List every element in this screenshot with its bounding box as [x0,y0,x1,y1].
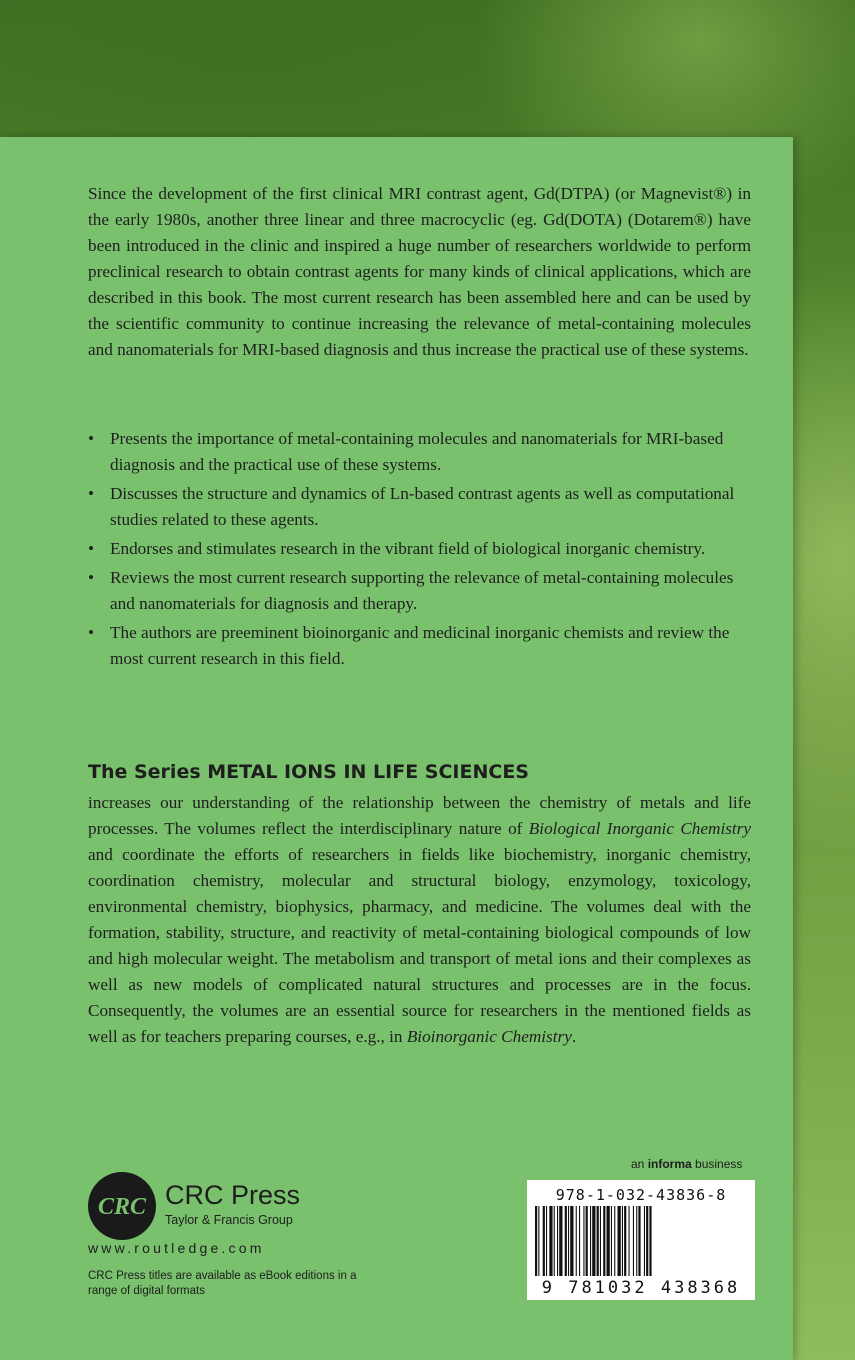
barcode-bar [570,1206,573,1276]
barcode-bar [614,1206,615,1276]
barcode-bar [603,1206,605,1276]
barcode-bar [629,1206,630,1276]
series-text-1: increases our understanding of the relationship between the chemistry of metals and life processes. The volumes reflect the interdisciplinary nature of [88,793,751,838]
barcode-bar [546,1206,547,1276]
barcode-bar [576,1206,577,1276]
barcode-bar [565,1206,567,1276]
ebook-note: CRC Press titles are available as eBook editions in a range of digital formats [88,1270,357,1297]
barcode-bars [535,1206,747,1278]
barcode-bar [618,1206,621,1276]
barcode-bar [638,1206,640,1276]
feature-list [88,426,760,675]
series-text-3: . [571,1027,577,1046]
barcode-bar [543,1206,545,1276]
isbn-barcode [527,1180,755,1300]
barcode-bar [559,1206,562,1276]
barcode-bar [649,1206,651,1276]
series-italic-1: Biological Inorganic Chemistry [528,819,751,838]
publisher-group: Taylor & Francis Group [165,1213,293,1227]
website-link[interactable]: www.routledge.com [88,1240,265,1256]
intro-paragraph: Since the development of the first clinical MRI contrast agent, Gd(DTPA) (or Magnevist®) in the early 1980s, another three linear and three macrocyclic (eg. Gd(DOTA) (Dotarem®) have been introduced in the clinic and inspired a huge number of researchers worldwide to perform preclinical research to obtain contrast agents for many kinds of clinical applications, which are described in this book. The most current research has been assembled here and can be used by the scientific community to continue increasing the relevance of metal-containing molecules and nanomaterials for MRI-based diagnosis and thus increase the practical use of these systems. [88,184,751,359]
isbn-top-text: 978-1-032-43836-8 [555,1186,727,1204]
barcode-bar [644,1206,645,1276]
feature-item: • Reviews the most current research supporting the relevance of metal-containing molecules and nanomaterials for diagnosis and therapy. [88,565,760,617]
informa-pre: an [631,1157,648,1171]
barcode-bar [624,1206,626,1276]
feature-item: • Endorses and stimulates research in the vibrant field of biological inorganic chemistry. [88,536,760,562]
barcode-bar [636,1206,637,1276]
barcode-bar [557,1206,558,1276]
barcode-bar [579,1206,580,1276]
crc-logo-icon [86,1170,158,1242]
isbn-bottom-text: 9 781032 438368 [541,1278,741,1298]
barcode-bar [583,1206,584,1276]
barcode-bar [586,1206,588,1276]
barcode-bar [590,1206,591,1276]
barcode-bar [633,1206,634,1276]
series-description [88,790,751,1050]
barcode-bar [554,1206,555,1276]
informa-post: business [691,1157,743,1171]
feature-item: • The authors are preeminent bioinorganic and medicinal inorganic chemists and review the most current research in this field. [88,620,760,672]
barcode-bar [611,1206,612,1276]
barcode-bar [538,1206,539,1276]
feature-item: • Presents the importance of metal-containing molecules and nanomaterials for MRI-based diagnosis and the practical use of these systems. [88,426,760,478]
barcode-bar [535,1206,537,1276]
barcode-bar [646,1206,648,1276]
informa-tagline [631,1157,742,1171]
crc-logo-text: CRC [97,1194,147,1220]
barcode-bar [549,1206,552,1276]
barcode-bar [622,1206,623,1276]
series-title: The Series METAL IONS IN LIFE SCIENCES [88,761,529,783]
informa-bold: informa [647,1157,692,1171]
barcode-bar [597,1206,599,1276]
publisher-name: CRC Press [165,1180,301,1210]
feature-item: • Discusses the structure and dynamics of Ln-based contrast agents as well as computational studies related to these agents. [88,481,760,533]
series-italic-2: Bioinorganic Chemistry [406,1027,572,1046]
barcode-bar [568,1206,569,1276]
series-text-2: and coordinate the efforts of researchers in fields like biochemistry, inorganic chemistry, coordination chemistry, molecular and structural biology, enzymology, toxicology, environmental chemistry, biophysics, pharmacy, and medicine. The volumes deal with the formation, stability, structure, and reactivity of metal-containing biological compounds of low and high molecular weight. The metabolism and transport of metal ions and their complexes as well as new models of complicated natural structures and processes are in the focus. Consequently, the volumes are an essential source for researchers in the mentioned fields as well as for teachers preparing courses, e.g., in [88,845,751,1046]
barcode-bar [607,1206,610,1276]
barcode-bar [592,1206,595,1276]
barcode-bar [600,1206,601,1276]
